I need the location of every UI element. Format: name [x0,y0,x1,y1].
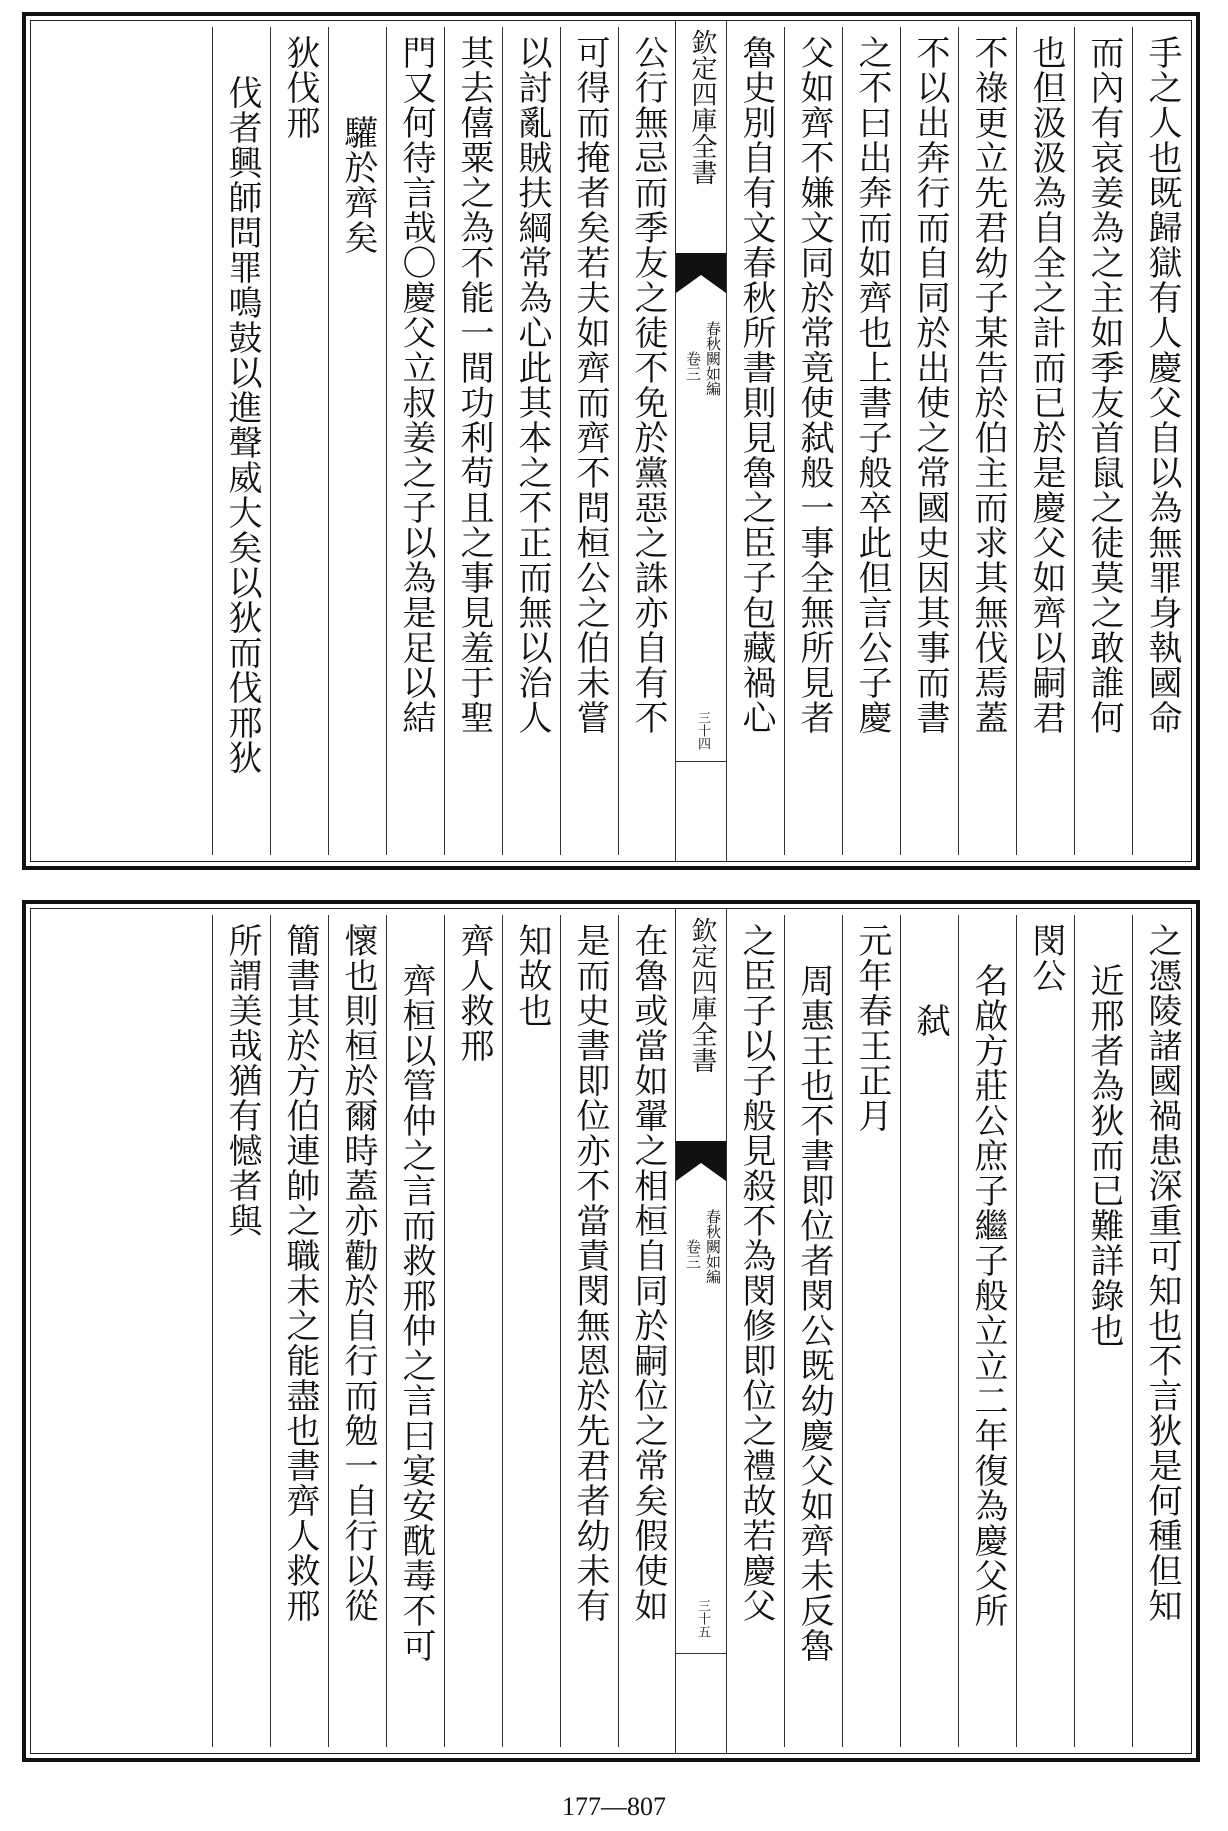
bot-col-r8 [726,915,785,1747]
top-col-r8 [726,27,785,855]
top-col-l4 [444,27,503,855]
text-column: 魯史別自有文春秋所書則見魯之臣子包藏禍心 [736,35,776,735]
text-column: 懷也則桓於爾時蓋亦勸於自行而勉一自行以從 [338,923,378,1623]
bot-col-l6 [328,915,387,1747]
heading-column: 元年春王正月 [852,923,892,1133]
bot-col-r1 [1132,915,1191,1747]
fish-tail-upper [676,1141,726,1181]
bot-col-l3 [502,915,561,1747]
text-column: 知故也 [512,923,552,1028]
top-center-strip [675,21,727,861]
text-column: 也但汲汲為自全之計而已於是慶父如齊以嗣君 [1026,35,1066,735]
text-column: 其去僖粟之為不能一間功利苟且之事見羞于聖 [454,35,494,735]
top-col-r3 [1016,27,1075,855]
bot-col-l8 [212,915,271,1747]
bot-col-r2 [1074,915,1133,1747]
text-column: 周惠王也不書即位者閔公既幼慶父如齊未反魯 [794,963,834,1663]
bot-col-l7 [270,915,329,1747]
leaf-number: 三十四 [695,711,710,750]
volume-label: 卷三 [684,351,702,381]
top-col-r4 [958,27,1017,855]
text-column: 是而史書即位亦不當責閔無恩於先君者幼未有 [570,923,610,1623]
book-title: 欽定四庫全書 [687,29,717,185]
text-column: 齊桓以管仲之言而救邢仲之言曰宴安酖毒不可 [396,963,436,1663]
bot-col-r4 [958,915,1017,1747]
text-column: 名啟方莊公庶子繼子般立立二年復為慶父所 [968,963,1008,1628]
book-title: 欽定四庫全書 [687,917,717,1073]
text-column: 不以出奔行而自同於出使之常國史因其事而書 [910,35,950,735]
bot-col-r7 [784,915,843,1747]
fish-tail-lower [676,1653,726,1694]
book-subtitle: 春秋闕如編 [704,321,722,396]
text-column: 可得而掩者矣若夫如齊而齊不問桓公之伯未嘗 [570,35,610,735]
page-number-footer: 177—807 [562,1792,666,1821]
bottom-page-frame [30,908,1192,1754]
top-col-l6 [328,27,387,855]
text-column: 之不曰出奔而如齊也上書子般卒此但言公子慶 [852,35,892,735]
top-col-r2 [1074,27,1133,855]
bot-col-l5 [386,915,445,1747]
top-col-l5 [386,27,445,855]
text-column: 驩於齊矣 [338,115,378,255]
text-column: 近邢者為狄而已難詳錄也 [1084,963,1124,1348]
text-column: 所謂美哉猶有憾者與 [222,923,262,1238]
bot-col-r3 [1016,915,1075,1747]
bot-col-r5 [900,915,959,1747]
heading-column: 齊人救邢 [454,923,494,1063]
top-col-l3 [502,27,561,855]
top-col-l2 [560,27,619,855]
bot-col-r6 [842,915,901,1747]
book-subtitle: 春秋闕如編 [704,1209,722,1284]
text-column: 手之人也既歸獄有人慶父自以為無罪身執國命 [1142,35,1182,735]
top-col-r6 [842,27,901,855]
top-page [22,12,1200,870]
volume-label: 卷三 [684,1239,702,1269]
heading-column: 狄伐邢 [280,35,320,140]
top-col-r7 [784,27,843,855]
top-col-r1 [1132,27,1191,855]
top-page-frame [30,20,1192,862]
heading-column: 閔公 [1026,923,1066,993]
text-column: 之臣子以子般見殺不為閔修即位之禮故若慶父 [736,923,776,1623]
top-col-l8 [212,27,271,855]
text-column: 而內有哀姜為之主如季友首鼠之徒莫之敢誰何 [1084,35,1124,735]
top-col-l7 [270,27,329,855]
bot-col-l2 [560,915,619,1747]
top-col-r5 [900,27,959,855]
bot-col-l4 [444,915,503,1747]
text-column: 不祿更立先君幼子某告於伯主而求其無伐焉蓋 [968,35,1008,735]
text-column: 公行無忌而季友之徒不免於黨惡之誅亦自有不 [628,35,668,735]
bottom-page [22,900,1200,1762]
text-column: 伐者興師問罪鳴鼓以進聲威大矣以狄而伐邢狄 [222,75,262,775]
fish-tail-lower [676,761,726,802]
leaf-number: 三十五 [695,1599,710,1638]
text-column: 之憑陵諸國禍患深重可知也不言狄是何種但知 [1142,923,1182,1623]
text-column: 以討亂賊扶綱常為心此其本之不正而無以治人 [512,35,552,735]
text-column: 在魯或當如翬之相桓自同於嗣位之常矣假使如 [628,923,668,1623]
bot-col-l1 [618,915,677,1747]
text-column: 簡書其於方伯連帥之職未之能盡也書齊人救邢 [280,923,320,1623]
bottom-center-strip [675,909,727,1753]
top-col-l1 [618,27,677,855]
fish-tail-upper [676,253,726,293]
text-column: 父如齊不嫌文同於常竟使弑般一事全無所見者 [794,35,834,735]
text-column: 門又何待言哉〇慶父立叔姜之子以為是足以結 [396,35,436,735]
text-column: 弑 [910,1003,950,1038]
